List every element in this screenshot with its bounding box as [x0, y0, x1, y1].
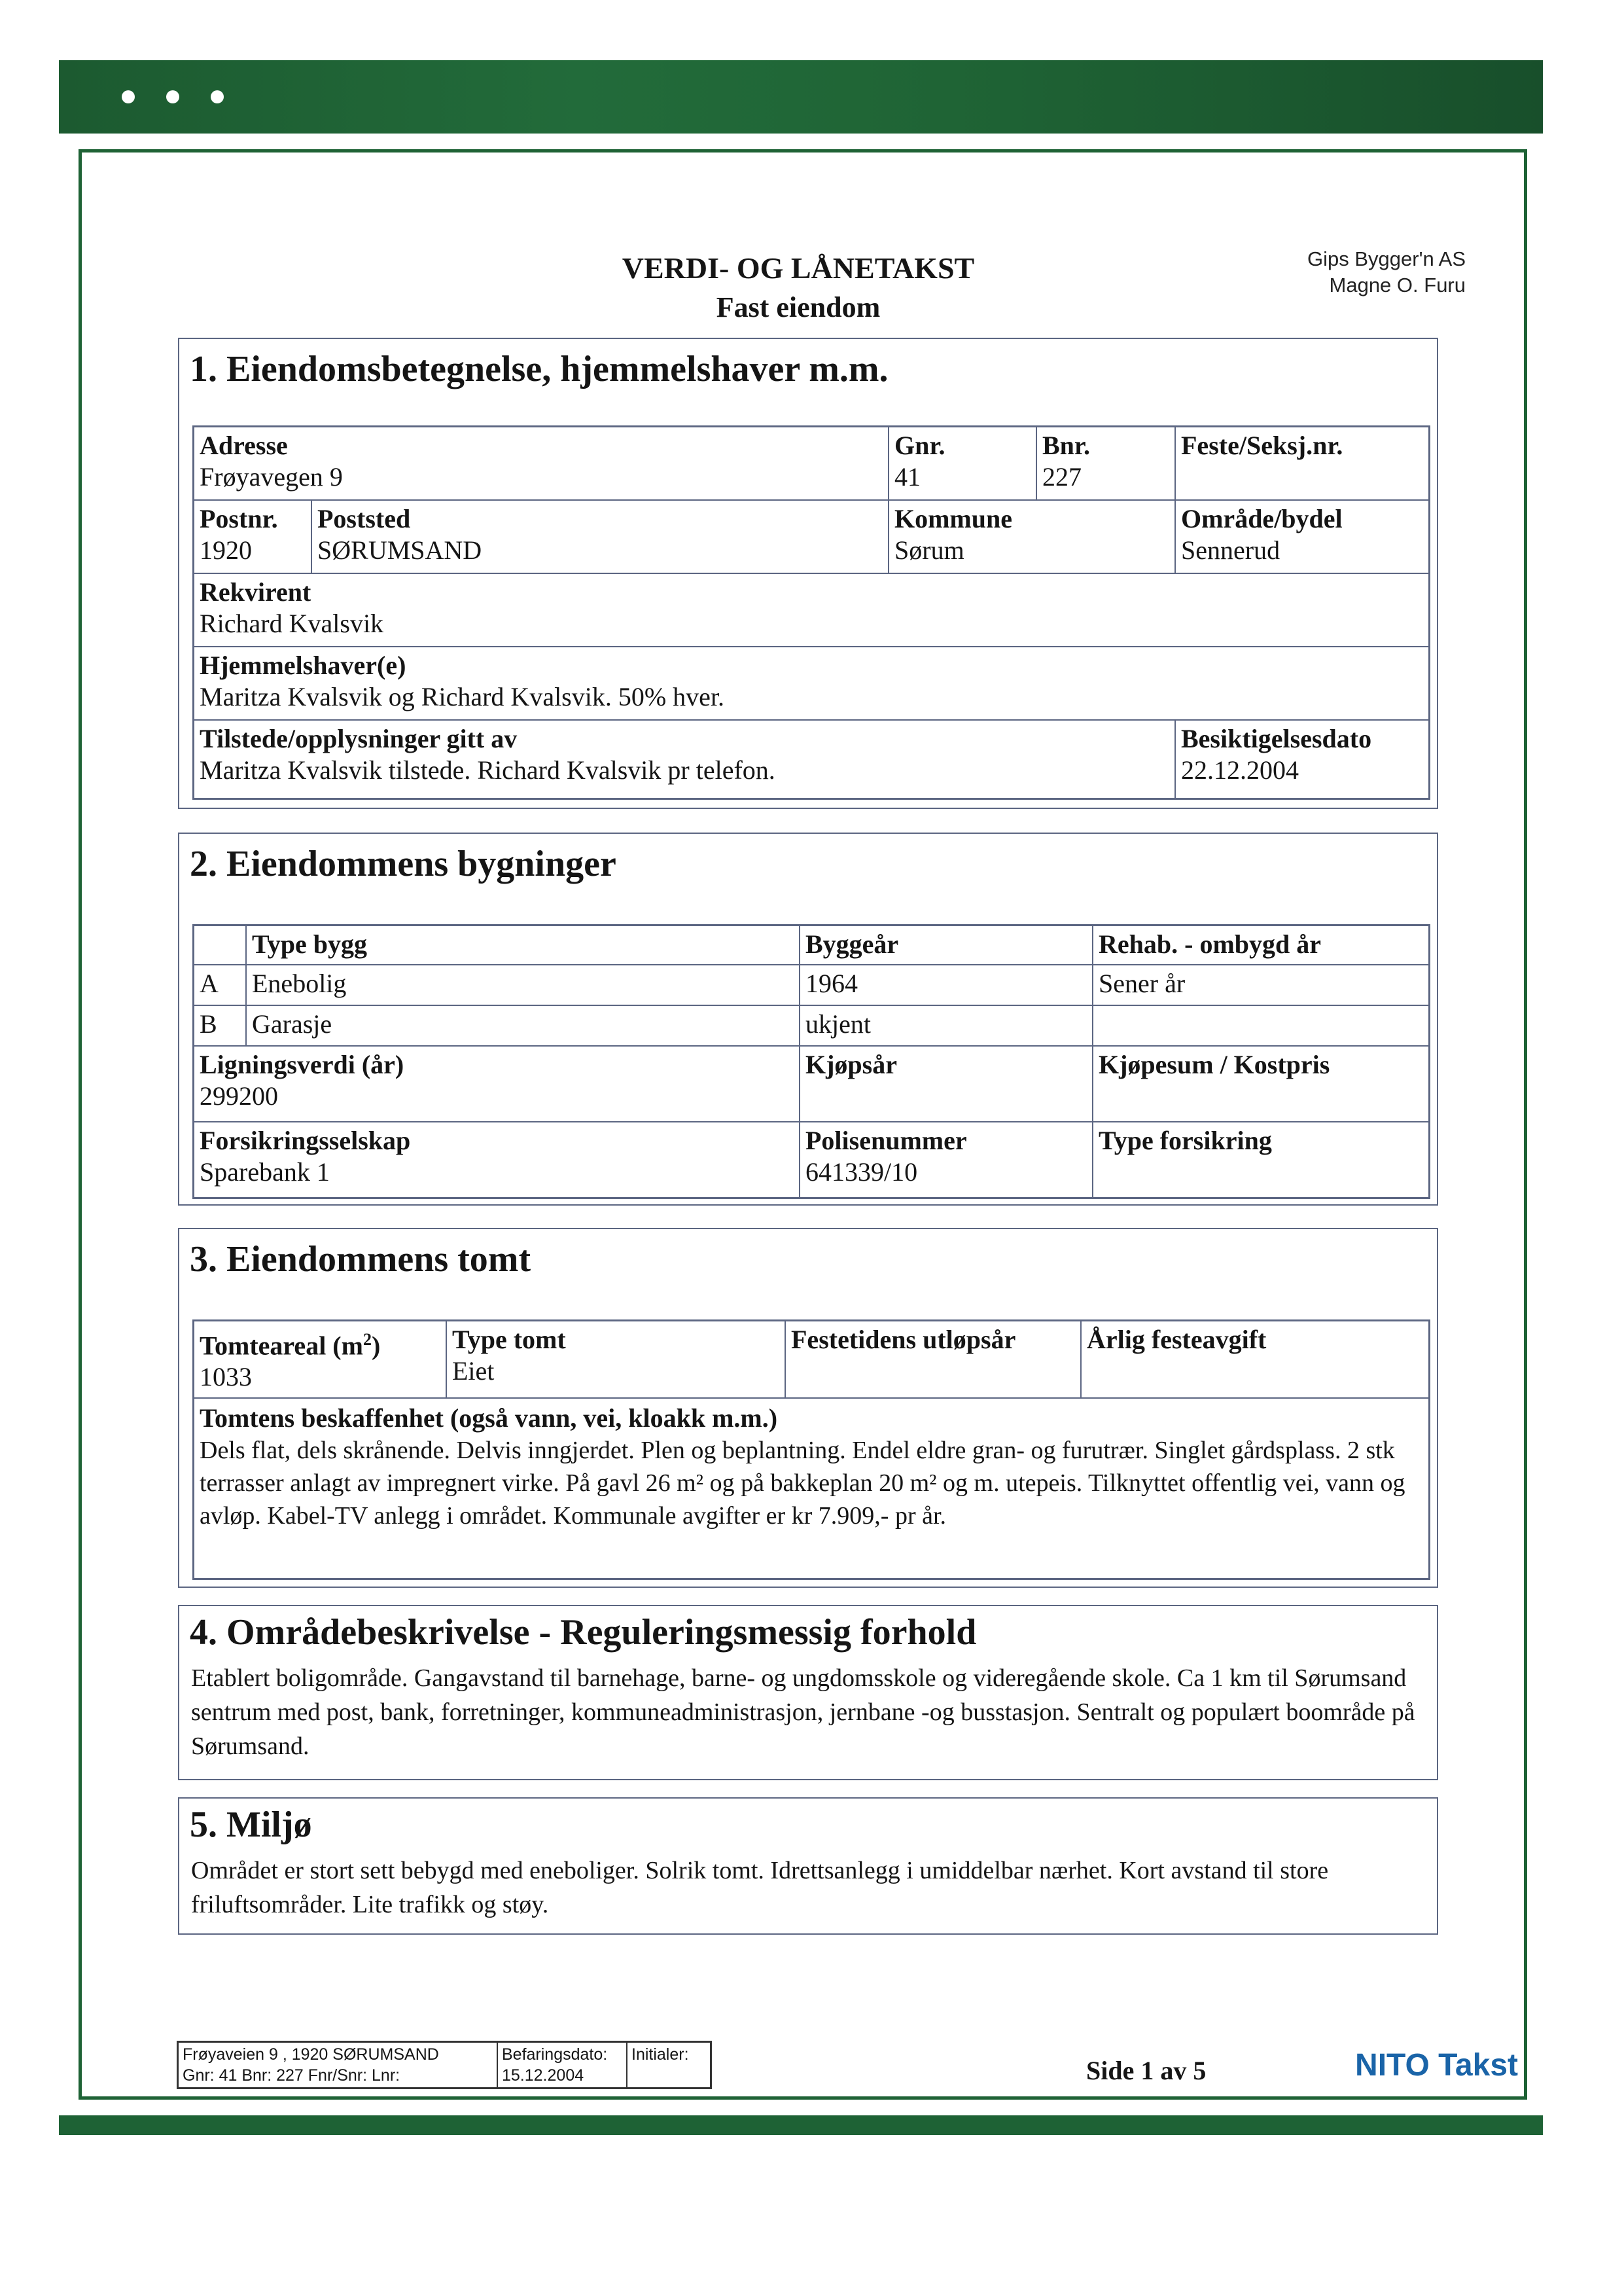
typeforsikring-cell [1093, 1122, 1429, 1198]
typeforsikring-label: Type forsikring [1099, 1126, 1272, 1155]
table-cell [800, 965, 1093, 1005]
polise-label: Polisenummer [805, 1126, 967, 1155]
property-table [192, 425, 1430, 800]
hjemmelshaver-value: Maritza Kvalsvik og Richard Kvalsvik. 50% hver. [200, 682, 725, 711]
section-buildings [178, 833, 1438, 1206]
postnr-value: 1920 [200, 535, 252, 565]
gnr-cell [889, 427, 1036, 500]
kommune-value: Sørum [894, 535, 964, 565]
row-type: Enebolig [252, 969, 347, 998]
typetomt-label: Type tomt [452, 1325, 566, 1354]
gnr-label: Gnr. [894, 431, 945, 460]
header-banner [59, 60, 1543, 134]
kjopsar-cell [800, 1046, 1093, 1122]
poststed-value: SØRUMSAND [317, 535, 482, 565]
omrade-label: Område/bydel [1181, 504, 1343, 533]
forsikring-cell [194, 1122, 800, 1198]
table-cell [246, 1005, 800, 1046]
beskaffenhet-label: Tomtens beskaffenhet (også vann, vei, kloakk m.m.) [200, 1403, 778, 1433]
kjopesum-label: Kjøpesum / Kostpris [1099, 1050, 1330, 1079]
feste-cell [1175, 427, 1429, 500]
hjemmelshaver-cell [194, 647, 1429, 720]
footer-befaring [497, 2042, 627, 2088]
row-year: 1964 [805, 969, 858, 998]
table-cell [1093, 965, 1429, 1005]
year-header: Byggeår [805, 929, 899, 959]
document-title: VERDI- OG LÅNETAKST [622, 251, 975, 285]
beskaffenhet-text: Dels flat, dels skrånende. Delvis inngjerdet. Plen og beplantning. Endel eldre gran- og furutrær. Singlet gårdsplass. 2 stk terrasser anlagt av impregnert virke. På gavl 26 m² og på bakkeplan 20 m² og m. utepeis. Tilknyttet offentlig vei, vann og avløp. Kabel-TV anlegg i området. Kommunale avgifter er kr 7.909,- pr år. [200, 1437, 1405, 1530]
page-number: Side 1 av 5 [1086, 2056, 1207, 2085]
rehab-header-cell [1093, 925, 1429, 965]
tilstede-label: Tilstede/opplysninger gitt av [200, 724, 518, 753]
dot-icon [122, 90, 135, 103]
kommune-cell [889, 500, 1175, 573]
section-title: 1. Eiendomsbetegnelse, hjemmelshaver m.m. [190, 349, 889, 389]
footer-address [178, 2042, 497, 2088]
adresse-value: Frøyavegen 9 [200, 462, 343, 492]
tomteareal-value: 1033 [200, 1362, 252, 1392]
table-row [194, 965, 246, 1005]
section-title: 2. Eiendommens bygninger [190, 844, 616, 884]
festeavgift-cell [1081, 1321, 1429, 1398]
row-key: A [200, 969, 219, 998]
section-plot [178, 1228, 1438, 1588]
omrade-cell [1175, 500, 1429, 573]
befaring-label: Befaringsdato: [502, 2045, 608, 2064]
adresse-cell [194, 427, 889, 500]
company-contact: Magne O. Furu [1329, 274, 1466, 296]
table-cell [800, 1005, 1093, 1046]
row-rehab: Sener år [1099, 969, 1186, 998]
kommune-label: Kommune [894, 504, 1012, 533]
dot-icon [211, 90, 224, 103]
section-environment [178, 1797, 1438, 1935]
environment-text: Området er stort sett bebygd med eneboliger. Solrik tomt. Idrettsanlegg i umiddelbar nærhet. Kort avstand til store friluftsområder. Lite trafikk og støy. [191, 1857, 1329, 1918]
initialer-label: Initialer: [631, 2045, 689, 2064]
type-header: Type bygg [252, 929, 367, 959]
footer-address-line1: Frøyaveien 9 , 1920 SØRUMSAND [183, 2045, 439, 2064]
row-year: ukjent [805, 1009, 871, 1039]
row-type: Garasje [252, 1009, 332, 1039]
section-area-description [178, 1605, 1438, 1780]
buildings-table [192, 924, 1430, 1199]
polise-cell [800, 1122, 1093, 1198]
ligning-value: 299200 [200, 1081, 278, 1111]
company-name: Gips Bygger'n AS [1307, 247, 1466, 270]
poststed-label: Poststed [317, 504, 411, 533]
forsikring-value: Sparebank 1 [200, 1157, 330, 1187]
rehab-header: Rehab. - ombygd år [1099, 929, 1322, 959]
polise-value: 641339/10 [805, 1157, 918, 1187]
year-header-cell [800, 925, 1093, 965]
company-info [1191, 246, 1466, 298]
bnr-value: 227 [1042, 462, 1082, 492]
besiktigelse-label: Besiktigelsesdato [1181, 724, 1372, 753]
beskaffenhet-cell [194, 1398, 1429, 1579]
footer-banner [59, 2115, 1543, 2135]
festeavgift-label: Årlig festeavgift [1087, 1325, 1267, 1354]
rekvirent-cell [194, 573, 1429, 647]
area-description-text: Etablert boligområde. Gangavstand til barnehage, barne- og ungdomsskole og videregående skole. Ca 1 km til Sørumsand sentrum med post, bank, forretninger, kommuneadministrasjon, jernbane -og busstasjon. Sentralt og populært boområde på Sørumsand. [191, 1664, 1415, 1760]
plot-table [192, 1319, 1430, 1580]
ligning-label: Ligningsverdi (år) [200, 1050, 404, 1079]
tilstede-value: Maritza Kvalsvik tilstede. Richard Kvalsvik pr telefon. [200, 755, 775, 785]
befaring-value: 15.12.2004 [502, 2066, 584, 2085]
brand-logo: NITO Takst [1355, 2048, 1518, 2083]
table-row [194, 1005, 246, 1046]
rekvirent-value: Richard Kvalsvik [200, 609, 384, 638]
festetid-cell [785, 1321, 1081, 1398]
section-title: 5. Miljø [190, 1804, 312, 1845]
section-title: 3. Eiendommens tomt [190, 1239, 531, 1280]
table-cell [1093, 1005, 1429, 1046]
poststed-cell [311, 500, 889, 573]
kjopsar-label: Kjøpsår [805, 1050, 897, 1079]
omrade-value: Sennerud [1181, 535, 1280, 565]
hjemmelshaver-label: Hjemmelshaver(e) [200, 651, 406, 680]
festetid-label: Festetidens utløpsår [791, 1325, 1016, 1354]
postnr-cell [194, 500, 311, 573]
kjopesum-cell [1093, 1046, 1429, 1122]
tilstede-cell [194, 720, 1175, 798]
besiktigelse-value: 22.12.2004 [1181, 755, 1299, 785]
footer-address-line2: Gnr: 41 Bnr: 227 Fnr/Snr: Lnr: [183, 2066, 400, 2085]
bnr-cell [1036, 427, 1175, 500]
feste-label: Feste/Seksj.nr. [1181, 431, 1343, 460]
footer-info-box [177, 2041, 712, 2089]
adresse-label: Adresse [200, 431, 288, 460]
section-title: 4. Områdebeskrivelse - Reguleringsmessig forhold [190, 1612, 977, 1653]
tomteareal-label: Tomteareal $(m^2)$ [200, 1330, 381, 1361]
key-header-cell [194, 925, 246, 965]
typetomt-cell [446, 1321, 785, 1398]
table-cell [246, 965, 800, 1005]
gnr-value: 41 [894, 462, 921, 492]
ligning-cell [194, 1046, 800, 1122]
section-property-designation [178, 338, 1438, 809]
forsikring-label: Forsikringsselskap [200, 1126, 411, 1155]
typetomt-value: Eiet [452, 1356, 495, 1386]
dot-icon [166, 90, 179, 103]
rekvirent-label: Rekvirent [200, 577, 311, 607]
type-header-cell [246, 925, 800, 965]
document-subtitle: Fast eiendom [716, 291, 881, 323]
footer-initialer [627, 2042, 711, 2088]
row-key: B [200, 1009, 217, 1039]
besiktigelse-cell [1175, 720, 1429, 798]
postnr-label: Postnr. [200, 504, 278, 533]
tomteareal-cell [194, 1321, 446, 1398]
bnr-label: Bnr. [1042, 431, 1091, 460]
